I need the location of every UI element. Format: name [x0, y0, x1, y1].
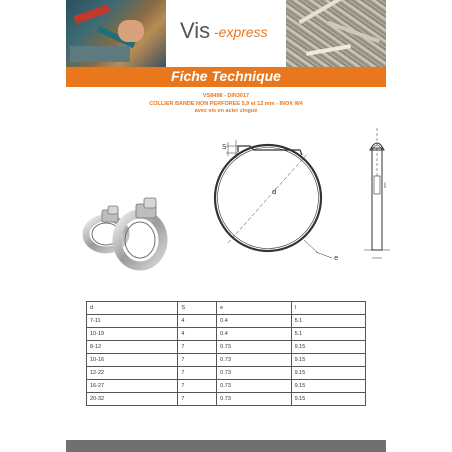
table-cell: 0.73	[217, 354, 291, 367]
product-reference-block	[66, 93, 386, 116]
table-cell: 8-12	[87, 341, 178, 354]
header-cell-s: S	[178, 302, 217, 315]
table-cell: 10-19	[87, 328, 178, 341]
product-reference: VS8498 - DIN3017	[202, 93, 250, 99]
page-title: Fiche Technique	[171, 68, 281, 84]
table-header-row	[87, 302, 366, 315]
technical-drawing	[192, 128, 386, 270]
screws-photo	[286, 0, 386, 67]
footer-bar	[66, 440, 386, 452]
table-row	[87, 354, 366, 367]
table-cell: 16-27	[87, 380, 178, 393]
side-view	[364, 128, 390, 258]
table-cell: 0.73	[217, 380, 291, 393]
table-cell: 4	[178, 315, 217, 328]
table-cell: 20-32	[87, 393, 178, 406]
table-cell: 5.1	[291, 315, 365, 328]
table-row	[87, 380, 366, 393]
table-cell: 9.15	[291, 354, 365, 367]
table-cell: 9.15	[291, 367, 365, 380]
logo-suffix-text: -express	[214, 24, 268, 40]
table-cell: 12-22	[87, 367, 178, 380]
header-cell-d: d	[87, 302, 178, 315]
hose-clamps-photo	[84, 186, 166, 270]
table-cell: 0.73	[217, 367, 291, 380]
table-cell: 7	[178, 354, 217, 367]
table-row	[87, 341, 366, 354]
datasheet-page	[66, 0, 386, 452]
logo-brand-text: Vis	[180, 18, 211, 43]
table-cell: 0.73	[217, 341, 291, 354]
table-cell: 4	[178, 328, 217, 341]
header-cell-e: e	[217, 302, 291, 315]
header-cell-l: l	[291, 302, 365, 315]
table-cell: 10-16	[87, 354, 178, 367]
table-cell: 9.15	[291, 380, 365, 393]
brand-logo	[166, 0, 286, 67]
product-description: COLLIER BANDE NON PERFOREE 5,9 et 12 mm - INOX W4	[149, 100, 303, 107]
title-band	[66, 67, 386, 87]
label-l: l	[384, 182, 386, 190]
tools-photo	[66, 0, 166, 67]
table-row	[87, 315, 366, 328]
product-screw-note: avec vis en acier zingué	[194, 108, 258, 114]
dimensions-table	[86, 301, 366, 406]
table-cell: 7	[178, 393, 217, 406]
label-e: e	[334, 254, 339, 262]
table-cell: 0.4	[217, 328, 291, 341]
table-row	[87, 367, 366, 380]
table-cell: 7-11	[87, 315, 178, 328]
table-cell: 7	[178, 367, 217, 380]
table-cell: 9.15	[291, 393, 365, 406]
table-cell: 7	[178, 380, 217, 393]
label-d: d	[272, 188, 277, 196]
label-s: S	[222, 143, 227, 151]
table-cell: 5.1	[291, 328, 365, 341]
table-row	[87, 328, 366, 341]
table-cell: 0.73	[217, 393, 291, 406]
table-cell: 9.15	[291, 341, 365, 354]
table-row	[87, 393, 366, 406]
header-banner	[66, 0, 386, 67]
table-cell: 7	[178, 341, 217, 354]
diameter-line	[228, 153, 308, 243]
table-cell: 0.4	[217, 315, 291, 328]
